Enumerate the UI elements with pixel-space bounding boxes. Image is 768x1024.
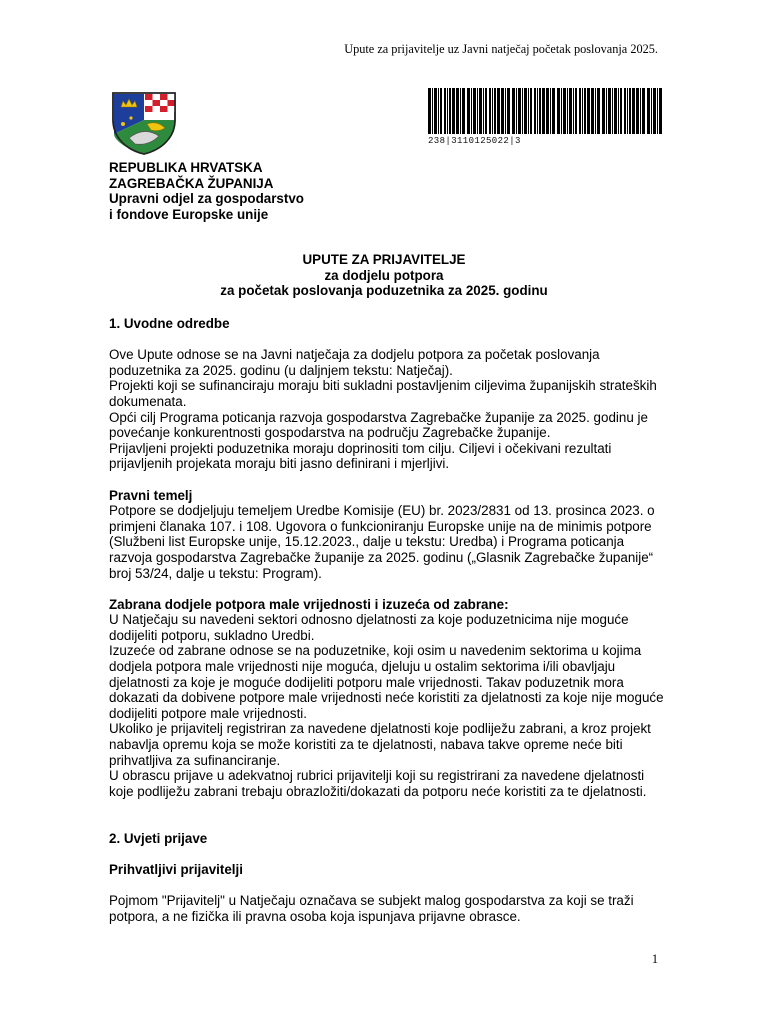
paragraph: Izuzeće od zabrane odnose se na poduzetnike, koji osim u navedenim sektorima u kojima dodjela potpora male vrijednosti nije moguća, djeluju u ostalim sektorima i/ili obavljaju djelatnosti za koje je moguće dodijeliti potporu male vrijednosti. Takav poduzetnik mora dokazati da dobivene potpore male vrijednosti neće koristiti za djelatnosti za koje nije moguće dodijeliti potpore male vrijednosti. — [109, 643, 664, 721]
barcode-bar — [462, 88, 465, 134]
ban-heading: Zabrana dodjele potpora male vrijednosti i izuzeća od zabrane: — [109, 596, 509, 612]
barcode-bar — [434, 88, 437, 134]
barcode-bar — [595, 88, 596, 134]
section-1-heading: 1. Uvodne odredbe — [109, 316, 230, 331]
paragraph: Potpore se dodjeljuju temeljem Uredbe Komisije (EU) br. 2023/2831 od 13. prosinca 2023. o primjeni članaka 107. i 108. Ugovora o funkcioniranju Europske unije na de minimis potpore (Službeni list Europske unije, 15.12.2023., dalje u tekstu: Uredba) i Programa poticanja razvoja gospodarstva Zagrebačke županije za 2025. godinu („Glasnik Zagrebačke županije“ broj 53/24, dalje u tekstu: Program). — [109, 503, 655, 581]
paragraph: Prijavljeni projekti poduzetnika moraju doprinositi tom cilju. Ciljevi i očekivani rezultati prijavljenih projekata moraju biti jasno definirani i mjerljivi. — [109, 440, 612, 472]
barcode-bar — [483, 88, 484, 134]
barcode-bar — [579, 88, 581, 134]
barcode-bar — [473, 88, 476, 134]
paragraph: Pojmom "Prijavitelj" u Natječaju označava se subjekt malog gospodarstva za koji se traži potpora, a ne fizička ili pravna osoba koja ispunjava prijavne obrasce. — [109, 892, 634, 924]
title-sub1: za dodjelu potpora — [324, 267, 444, 283]
barcode-bar — [629, 88, 631, 134]
barcode-bar — [444, 88, 446, 134]
barcode-bar — [507, 88, 510, 134]
barcode-bar — [640, 88, 641, 134]
barcode-bar — [542, 88, 545, 134]
title-main: UPUTE ZA PRIJAVITELJE — [302, 252, 466, 267]
barcode-bar — [624, 88, 626, 134]
barcode-bar — [651, 88, 652, 134]
barcode-bar — [618, 88, 619, 134]
barcode-bars — [428, 88, 662, 134]
organization-block — [109, 160, 304, 222]
barcode-bar — [477, 88, 478, 134]
barcode-bar — [447, 88, 448, 134]
paragraph: Ukoliko je prijavitelj registriran za navedene djelatnosti koje podliježu zabrani, a kroz projekt nabavlja opremu koja se može koristiti za te djelatnosti, nabava takve opreme neće biti prihvatljiva za sufinanciranje. — [109, 721, 651, 768]
barcode-bar — [608, 88, 611, 134]
section-2-heading: 2. Uvjeti prijave — [109, 830, 208, 846]
barcode-bar — [591, 88, 594, 134]
barcode-bar — [642, 88, 645, 134]
barcode-bar — [449, 88, 451, 134]
barcode-bar — [657, 88, 658, 134]
title-sub2: za početak poslovanja poduzetnika za 2025. godinu — [220, 283, 548, 299]
barcode-bar — [522, 88, 523, 134]
paragraph: Ove Upute odnose se na Javni natječaja za dodjelu potpora za početak poslovanja poduzetnika za 2025. godinu (u daljnjem tekstu: Natječaj). — [109, 347, 600, 378]
barcode-bar — [524, 88, 527, 134]
barcode-bar — [428, 88, 431, 134]
barcode-bar — [539, 88, 541, 134]
barcode-bar — [569, 88, 572, 134]
barcode-bar — [440, 88, 442, 134]
barcode-bar — [485, 88, 487, 134]
paragraph: U obrascu prijave u adekvatnoj rubrici prijavitelji koji su registrirani za navedene djelatnosti koje podliježu zabrani trebaju obrazložiti/dokazati da potporu neće koristiti za te djelatnosti. — [109, 768, 647, 799]
barcode-bar — [606, 88, 607, 134]
barcode-bar — [550, 88, 551, 134]
barcode-bar — [489, 88, 491, 134]
barcode-bar — [534, 88, 536, 134]
running-header: Upute za prijavitelje uz Javni natječaj početak poslovanja 2025. — [344, 42, 658, 56]
barcode-bar — [587, 88, 590, 134]
barcode-bar — [512, 88, 515, 134]
barcode-bar — [537, 88, 538, 134]
barcode-bar — [612, 88, 613, 134]
barcode-bar — [518, 88, 521, 134]
barcode — [428, 88, 664, 146]
barcode-bar — [460, 88, 461, 134]
barcode-bar — [636, 88, 639, 134]
barcode-bar — [546, 88, 549, 134]
org-department-cont: i fondove Europske unije — [109, 206, 269, 222]
barcode-bar — [659, 88, 662, 134]
barcode-bar — [497, 88, 500, 134]
org-county: ZAGREBAČKA ŽUPANIJA — [109, 175, 274, 191]
barcode-bar — [530, 88, 532, 134]
barcode-bar — [567, 88, 568, 134]
eligible-applicants-heading: Prihvatljivi prijavitelji — [109, 861, 243, 877]
barcode-bar — [516, 88, 517, 134]
barcode-bar — [647, 88, 650, 134]
org-country: REPUBLIKA HRVATSKA — [109, 160, 263, 175]
barcode-bar — [471, 88, 472, 134]
document-title — [0, 252, 768, 299]
barcode-bar — [653, 88, 656, 134]
barcode-bar — [561, 88, 562, 134]
barcode-bar — [492, 88, 493, 134]
paragraph: U Natječaju su navedeni sektori odnosno djelatnosti za koje poduzetnicima nije moguće dodijeliti potporu, sukladno Uredbi. — [109, 612, 629, 643]
barcode-bar — [528, 88, 529, 134]
paragraph: Opći cilj Programa poticanja razvoja gospodarstva Zagrebačke županije za 2025. godinu je povećanje konkurentnosti gospodarstva na području Zagrebačke županije. — [109, 409, 648, 441]
barcode-bar — [632, 88, 635, 134]
barcode-bar — [456, 88, 459, 134]
barcode-bar — [438, 88, 439, 134]
barcode-bar — [432, 88, 433, 134]
barcode-bar — [627, 88, 628, 134]
document-body — [109, 316, 669, 924]
barcode-bar — [602, 88, 605, 134]
barcode-bar — [597, 88, 600, 134]
barcode-bar — [563, 88, 566, 134]
barcode-bar — [552, 88, 555, 134]
coat-of-arms-icon — [109, 90, 179, 156]
barcode-bar — [494, 88, 496, 134]
barcode-bar — [452, 88, 455, 134]
barcode-number: 238|3110125022|3 — [428, 136, 521, 146]
barcode-bar — [479, 88, 482, 134]
legal-basis-heading: Pravni temelj — [109, 487, 193, 503]
barcode-bar — [557, 88, 560, 134]
barcode-bar — [614, 88, 617, 134]
org-department: Upravni odjel za gospodarstvo — [109, 191, 304, 207]
paragraph: Projekti koji se sufinanciraju moraju biti sukladni postavljenim ciljevima županijskih strateških dokumenata. — [109, 378, 657, 409]
barcode-bar — [501, 88, 504, 134]
barcode-bar — [467, 88, 470, 134]
barcode-bar — [505, 88, 506, 134]
barcode-bar — [582, 88, 583, 134]
barcode-bar — [584, 88, 586, 134]
barcode-bar — [575, 88, 577, 134]
page-number: 1 — [651, 952, 658, 966]
barcode-bar — [620, 88, 622, 134]
barcode-bar — [573, 88, 574, 134]
